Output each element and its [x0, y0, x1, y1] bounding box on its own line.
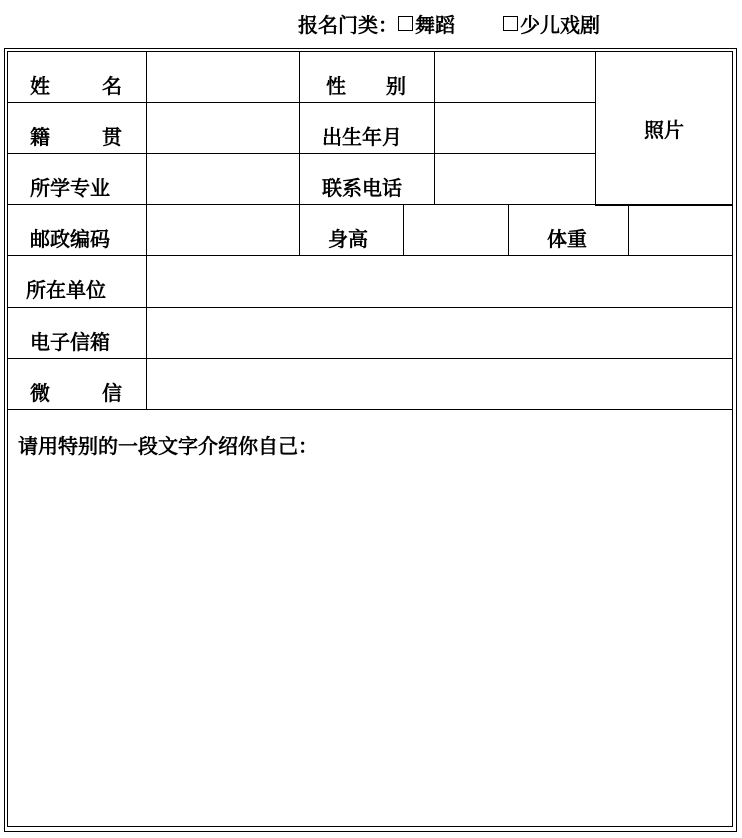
- native-place-label-char-2: 贯: [102, 125, 122, 149]
- category-option-dance[interactable]: [398, 9, 455, 38]
- birth-date-label-cell: [299, 102, 435, 154]
- native-place-label-cell: [7, 102, 147, 154]
- form-header: [298, 8, 600, 38]
- birth-date-input[interactable]: [434, 102, 596, 154]
- height-label: 身高: [328, 227, 368, 251]
- postcode-label-cell: [7, 204, 147, 256]
- email-label-cell: [7, 307, 147, 359]
- photo-cell[interactable]: [595, 51, 733, 206]
- name-input[interactable]: [146, 51, 300, 103]
- email-label: 电子信箱: [30, 330, 110, 354]
- weight-input[interactable]: [628, 204, 733, 256]
- native-place-label-char-1: 籍: [30, 125, 50, 149]
- weight-label: 体重: [547, 227, 587, 251]
- employer-input[interactable]: [146, 255, 733, 308]
- self-intro-prompt: 请用特别的一段文字介绍你自己：: [18, 434, 318, 458]
- height-label-cell: [299, 204, 404, 256]
- category-label: 报名门类：: [298, 12, 398, 37]
- name-label-char-2: 名: [102, 74, 122, 98]
- email-input[interactable]: [146, 307, 733, 359]
- registration-form: [8, 52, 734, 828]
- major-input[interactable]: [146, 153, 300, 205]
- gender-label-char-1: 性: [326, 74, 346, 98]
- name-label-cell: [7, 51, 147, 103]
- checkbox-drama[interactable]: [503, 16, 518, 31]
- height-input[interactable]: [403, 204, 509, 256]
- wechat-label-char-1: 微: [30, 381, 50, 405]
- phone-input[interactable]: [434, 153, 596, 205]
- wechat-label-char-2: 信: [102, 381, 122, 405]
- checkbox-dance[interactable]: [398, 16, 413, 31]
- category-option-drama[interactable]: [503, 9, 600, 38]
- self-intro-area[interactable]: [7, 409, 733, 827]
- gender-input[interactable]: [434, 51, 596, 103]
- employer-label-cell: [7, 255, 147, 308]
- wechat-label-cell: [7, 358, 147, 410]
- phone-label: 联系电话: [322, 176, 402, 200]
- postcode-input[interactable]: [146, 204, 300, 256]
- employer-label: 所在单位: [26, 278, 106, 302]
- gender-label-char-2: 别: [386, 74, 406, 98]
- wechat-input[interactable]: [146, 358, 733, 410]
- major-label-cell: [7, 153, 147, 205]
- name-label-char-1: 姓: [30, 74, 50, 98]
- major-label: 所学专业: [30, 176, 110, 200]
- phone-label-cell: [299, 153, 435, 205]
- native-place-input[interactable]: [146, 102, 300, 154]
- birth-date-label: 出生年月: [322, 125, 402, 149]
- gender-label-cell: [299, 51, 435, 103]
- option-drama-label: 少儿戏剧: [520, 12, 600, 37]
- postcode-label: 邮政编码: [30, 227, 110, 251]
- weight-label-cell: [508, 204, 629, 256]
- photo-label: 照片: [644, 118, 684, 142]
- option-dance-label: 舞蹈: [415, 12, 455, 37]
